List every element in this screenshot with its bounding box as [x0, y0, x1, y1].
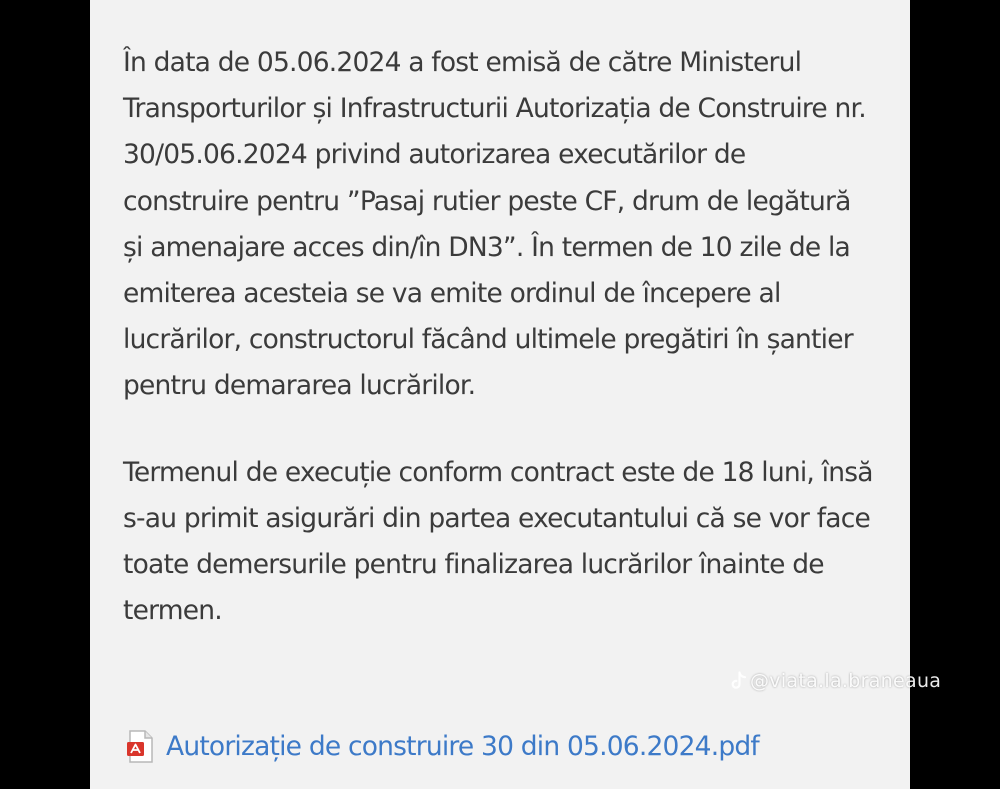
- paragraph-authorization: În data de 05.06.2024 a fost emisă de către Ministerul Transporturilor și Infrastructurii Autorizația de Construire nr. 30/05.06.2024 privind autorizarea executărilor de construire pentru ”Pasaj rutier peste CF, drum de legătură și amenajare acces din/în DN3”. În termen de 10 zile de la emiterea acesteia se va emite ordinul de începere al lucrărilor, constructorul făcând ultimele pregătiri în șantier pentru demararea lucrărilor.: [123, 47, 866, 402]
- pdf-attachment-label: Autorizație de construire 30 din 05.06.2024.pdf: [166, 731, 759, 762]
- tiktok-icon: [730, 671, 748, 691]
- tiktok-watermark: [730, 670, 941, 692]
- pdf-file-icon: [124, 729, 156, 765]
- pdf-attachment-link[interactable]: [124, 727, 759, 767]
- watermark-handle: @viata.la.braneaua: [750, 670, 942, 692]
- paragraph-deadline: Termenul de execuție conform contract este de 18 luni, însă s-au primit asigurări din partea executantului că se vor face toate demersurile pentru finalizarea lucrărilor înainte de termen.: [123, 456, 873, 627]
